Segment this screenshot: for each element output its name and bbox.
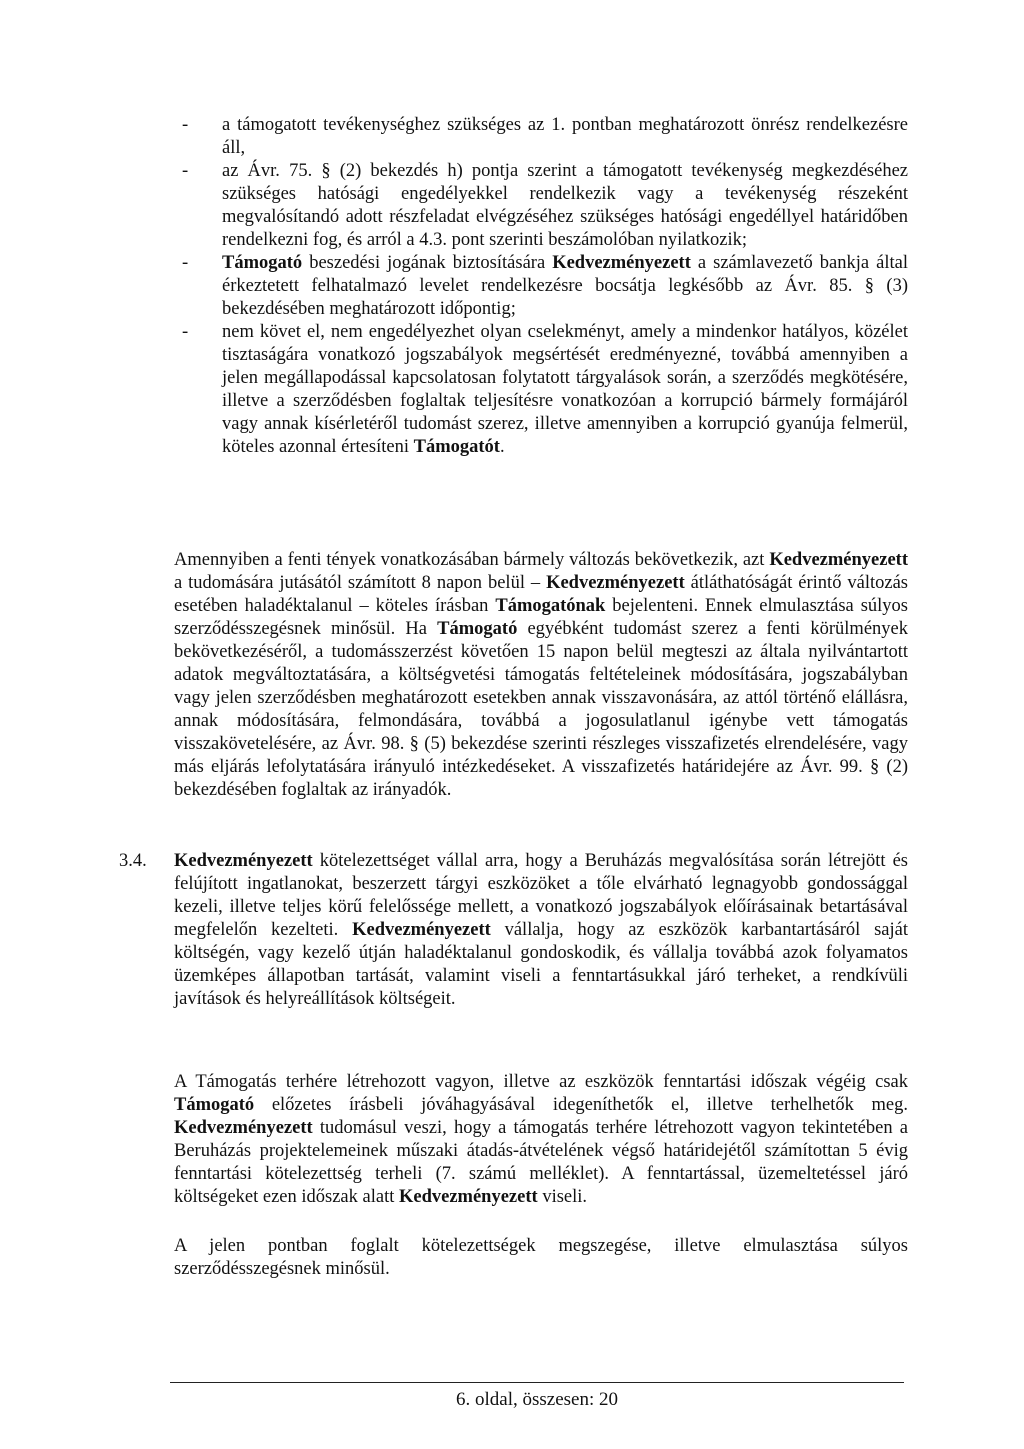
change-notification-paragraph: Amennyiben a fenti tények vonatkozásában bármely változás bekövetkezik, azt Kedvezményezett a tudomására jutásától számított 8 napon belül – Kedvezményezett átláthatóságát érintő változás esetében haladéktalanul – köteles írásban Támogatónak bejelenteni. Ennek elmulasztása súlyos szerződésszegésnek minősül. Ha Támogató egyébként tudomást szerez a fenti körülmények bekövetkezéséről, a tudomásszerzést követően 15 napon belül megteszi az általa nyilvántartott adatok megváltoztatására, a költségvetési támogatás feltételeinek módosítására, jogszabályban vagy jelen szerződésben meghatározott esetekben annak visszavonására, az attól történő elállásra, annak módosítására, felmondására, továbbá a jogosulatlanul igénybe vett támogatás visszakövetelésére, az Ávr. 98. § (5) bekezdése szerinti részleges visszafizetés elrendelésére, vagy más eljárás lefolytatására irányuló intézkedéseket. A visszafizetés határidejére az Ávr. 99. § (2) bekezdésében foglaltak az irányadók. bbox=[174, 550, 908, 800]
section-number: 3.4. bbox=[119, 851, 147, 871]
list-item: - a támogatott tevékenységhez szükséges az 1. pontban meghatározott önrész rendelkezésre áll, bbox=[182, 115, 908, 158]
section-3-4-paragraph: Kedvezményezett kötelezettséget vállal arra, hogy a Beruházás megvalósítása során létrejött és felújított ingatlanokat, beszerzett tárgyi eszközöket a tőle elvárható legnagyobb gondossággal kezeli, illetve teljes körű felelőssége mellett, a vonatkozó jogszabályok előírásainak betartásával megfelelőn kezelteti. Kedvezményezett vállalja, hogy az eszközök karbantartásáról saját költségén, vagy kezelő útján haladéktalanul gondoskodik, és vállalja továbbá azok folyamatos üzemképes állapotban tartását, valamint viseli a fenntartásukkal járó terheket, a rendkívüli javítások és helyreállítások költségeit. bbox=[174, 851, 908, 1009]
list-item: - az Ávr. 75. § (2) bekezdés h) pontja szerint a támogatott tevékenység megkezdéséhez szükséges hatósági engedélyekkel rendelkezik vagy a tevékenység részeként megvalósítandó adott részfeladat elvégzéséhez szükséges hatósági engedéllyel határidőben rendelkezni fog, és arról a 4.3. pont szerinti beszámolóban nyilatkozik; bbox=[182, 161, 908, 250]
list-item: - Támogató beszedési jogának biztosítására Kedvezményezett a számlavezető bankja által érkeztetett felhatalmazó levelet rendelkezésre bocsátja legkésőbb az Ávr. 85. § (3) bekezdésében meghatározott időpontig; bbox=[182, 253, 908, 319]
footer-divider bbox=[170, 1382, 904, 1383]
page-number: 6. oldal, összesen: 20 bbox=[455, 1389, 618, 1410]
maintenance-paragraph: A Támogatás terhére létrehozott vagyon, illetve az eszközök fenntartási időszak végéig csak Támogató előzetes írásbeli jóváhagyásával idegeníthetők el, illetve terhelhetők meg. Kedvezményezett tudomásul veszi, hogy a támogatás terhére létrehozott vagyon tekintetében a Beruházás projektelemeinek műszaki átadás-átvételének végső határidejétől számítottan 5 évig fenntartási kötelezettség terheli (7. számú melléklet). A fenntartással, üzemeltetéssel járó költségeket ezen időszak alatt Kedvezményezett viseli. bbox=[174, 1072, 908, 1207]
list-item: - nem követ el, nem engedélyezhet olyan cselekményt, amely a mindenkor hatályos, közélet tisztaságára vonatkozó jogszabályok megsértését eredményezné, továbbá amennyiben a jelen megállapodással kapcsolatosan folytatott tárgyalások során, a szerződés megkötésére, illetve a szerződésben foglaltak teljesítésre vonatkozóan a korrupció bármely formájáról vagy annak kísérletéről tudomást szerez, illetve amennyiben a korrupció gyanúja felmerül, köteles azonnal értesíteni Támogatót. bbox=[182, 322, 908, 457]
obligation-list bbox=[182, 114, 908, 459]
breach-paragraph: A jelen pontban foglalt kötelezettségek megszegése, illetve elmulasztása súlyos szerződésszegésnek minősül. bbox=[174, 1236, 908, 1279]
